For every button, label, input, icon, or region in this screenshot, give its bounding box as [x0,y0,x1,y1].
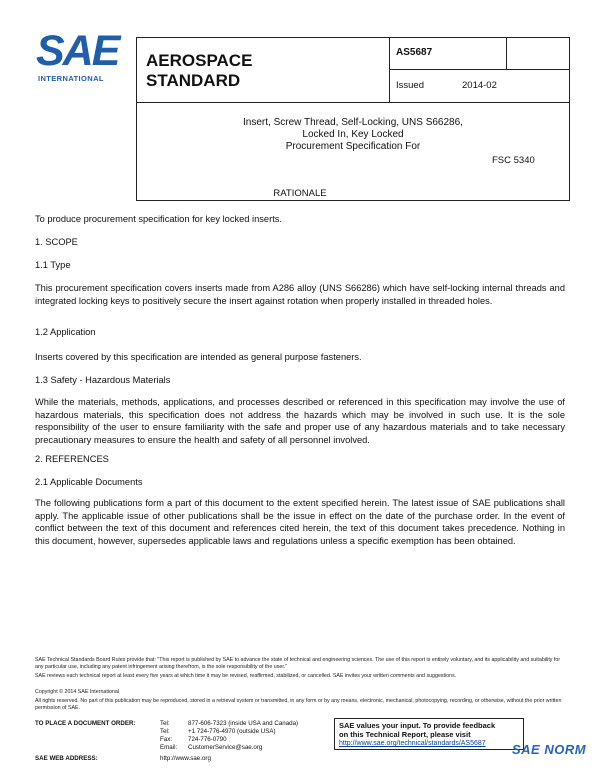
fax-value: 724-776-0790 [188,736,227,743]
web-label: SAE WEB ADDRESS: [35,755,98,762]
footer-disclaimer: SAE Technical Standards Board Rules provide that: "This report is published by SAE to advance the state of technical and engineering sciences. The use of this report is entirely voluntary, and its applicability and suitability for any particular use, including any patent infringement arising therefrom, is the sole responsibility of the user." [35,657,561,670]
tel-label: Tel: [160,720,170,727]
applicable-text: The following publications form a part of this document to the extent specified herein. The latest issue of SAE publications shall apply. The applicable issue of other publications shall be the issue in effect on the date of the purchase order. In the event of conflict between the text of this document and references cited herein, the text of this document takes precedence. Nothing in this document, however, supersedes applicable laws and regulations unless a specific exemption has been obtained. [35,498,565,546]
section-heading-scope: 1. SCOPE [35,237,78,247]
tel-value: 877-606-7323 (inside USA and Canada) [188,720,299,727]
document-type-line: STANDARD [146,71,241,90]
order-label: TO PLACE A DOCUMENT ORDER: [35,720,136,727]
feedback-text: SAE values your input. To provide feedback [339,721,496,730]
header-divider [506,37,507,69]
safety-text: While the materials, methods, applications, and processes described or referenced in this specification may involve the use of hazardous materials, this specification does not address the hazards which may be involved in such use. It is the sole responsibility of the user to ensure familiarity with the safe and proper use of any hazardous materials and to take necessary precautionary measures to ensure the health and safety of all personnel involved. [35,397,565,445]
web-link[interactable]: http://www.sae.org [160,755,211,762]
tel-label: Tel: [160,728,170,735]
rationale-text: To produce procurement specification for key locked inserts. [35,214,283,224]
document-title [200,117,506,153]
title-line: Procurement Specification For [285,141,421,152]
section-heading-application: 1.2 Application [35,327,96,337]
issued-label: Issued [396,80,424,91]
sae-logo-subtitle: INTERNATIONAL [38,74,104,83]
document-type-line: AEROSPACE [146,51,253,70]
type-text: This procurement specification covers inserts made from A286 alloy (UNS S66286) which have self-locking internal threads and integrated locking keys to positively secure the insert against rotation when properly installed in threaded holes. [35,283,565,306]
feedback-text: on this Technical Report, please visit [339,730,471,739]
section-heading-safety: 1.3 Safety - Hazardous Materials [35,375,171,385]
section-heading-references: 2. REFERENCES [35,454,109,464]
header-divider [389,69,570,70]
section-heading-type: 1.1 Type [35,260,71,270]
sae-logo: SAE [36,27,119,75]
sae-norm-logo: SAE NORM [512,742,587,757]
feedback-link[interactable]: http://www.sae.org/technical/standards/AS5687 [339,740,486,747]
tel-value: +1 724-776-4970 (outside USA) [188,728,276,735]
feedback-box [334,718,524,750]
footer-review-note: SAE reviews each technical report at least every five years at which time it may be revised, reaffirmed, stabilized, or cancelled. SAE invites your written comments and suggestions. [35,673,457,679]
fsc-code: FSC 5340 [492,155,535,166]
footer-copyright: Copyright © 2014 SAE International [35,689,119,695]
rationale-heading: RATIONALE [273,188,327,199]
fax-label: Fax: [160,736,173,743]
title-line: Insert, Screw Thread, Self-Locking, UNS S66286, [243,117,463,128]
issued-date: 2014-02 [462,80,497,91]
footer-rights: All rights reserved. No part of this publication may be reproduced, stored in a retrieval system or transmitted, in any form or by any means, electronic, mechanical, photocopying, recording, or otherwise, without the prior written permission of SAE. [35,698,562,711]
document-number: AS5687 [396,47,433,58]
section-heading-applicable: 2.1 Applicable Documents [35,477,143,487]
title-line: Locked In, Key Locked [302,129,404,140]
application-text: Inserts covered by this specification are intended as general purpose fasteners. [35,352,362,362]
header-divider [136,102,570,103]
email-label: Email: [160,744,178,751]
document-type [146,51,252,91]
email-value[interactable]: CustomerService@sae.org [188,744,263,751]
